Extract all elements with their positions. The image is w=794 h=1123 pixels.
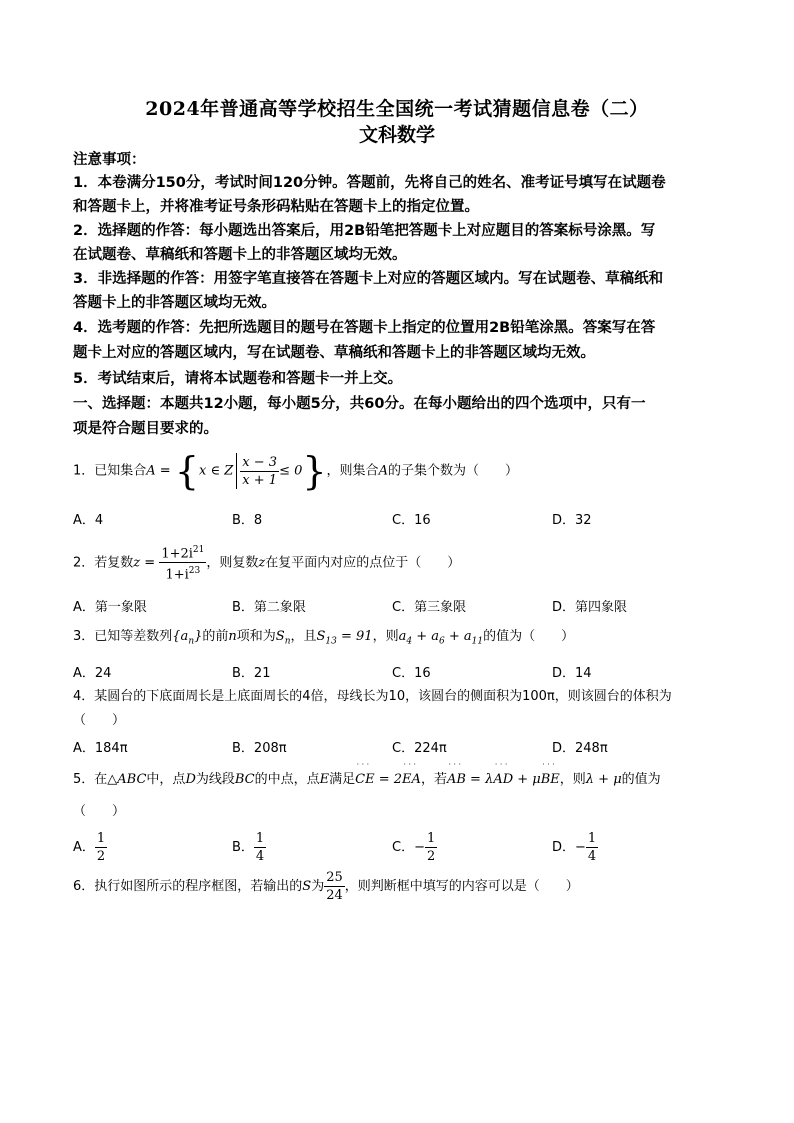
option-b[interactable]: B．21: [232, 666, 271, 681]
option-d[interactable]: D．− $\frac{1}{4}$: [552, 831, 597, 864]
option-c[interactable]: C．第三象限: [392, 600, 467, 615]
notice-item: 在试题卷、草稿纸和答题卡上的非答题区域均无效。: [73, 247, 407, 263]
option-a[interactable]: A．第一象限: [73, 600, 147, 615]
option-c[interactable]: C．16: [392, 513, 431, 528]
exam-title: 2024年普通高等学校招生全国统一考试猜题信息卷（二）: [145, 98, 649, 120]
option-d[interactable]: D．248π: [552, 741, 608, 756]
option-c[interactable]: C．− $\frac{1}{2}$: [392, 831, 436, 864]
options-q4: [73, 737, 723, 757]
options-q5: [73, 830, 723, 870]
question-6: 6．执行如图所示的程序框图，若输出的S为 $\frac{25}{24}$ ，则判断框中填写的内容可以是（ ）: [73, 870, 579, 903]
exam-subject: 文科数学: [358, 124, 435, 146]
option-d[interactable]: D．32: [552, 513, 592, 528]
option-d[interactable]: D．第四象限: [552, 600, 628, 615]
option-c[interactable]: C．16: [392, 666, 431, 681]
option-b[interactable]: B． $\frac{1}{4}$: [232, 831, 265, 864]
question-4: 4．某圆台的下底面周长是上底面周长的4倍，母线长为10，该圆台的侧面积为100π，则该圆台的体积为: [73, 689, 672, 704]
notice-item: 5．考试结束后，请将本试题卷和答题卡一并上交。: [73, 371, 403, 387]
notice-item: 1．本卷满分150分，考试时间120分钟。答题前，先将自己的姓名、准考证号填写在试题卷: [73, 175, 666, 191]
options-q2: [73, 596, 723, 616]
option-a[interactable]: A．24: [73, 666, 112, 681]
notice-item: 题卡上对应的答题区域内，写在试题卷、草稿纸和答题卡上的非答题区域均无效。: [73, 345, 595, 361]
fraction: $\frac{1+2i^{21}}{1+i^{23}}$: [159, 542, 206, 584]
question-1: 1．已知集合A = {x ∈ Z $\frac{x - 3}{x + 1}$ ≤ 0}，则集合A的子集个数为（ ）: [73, 449, 518, 493]
notice-item: 答题卡上的非答题区域均无效。: [73, 295, 276, 311]
fraction: $\frac{25}{24}$: [326, 870, 343, 903]
question-5-blank: （ ）: [73, 804, 126, 819]
fraction: $\frac{x - 3}{x + 1}$: [242, 454, 278, 488]
option-b[interactable]: B．第二象限: [232, 600, 306, 615]
notice-item: 4．选考题的作答：先把所选题目的题号在答题卡上指定的位置用2B铅笔涂黑。答案写在答: [73, 320, 656, 336]
section-heading: 一、选择题：本题共12小题，每小题5分，共60分。在每小题给出的四个选项中，只有一: [73, 396, 646, 412]
question-3: 3．已知等差数列$\{a_n\}$的前n项和为$S_n$，且$S_{13} = 91$，则$a_4 + a_6 + a_{11}$的值为（ ）: [73, 629, 575, 647]
option-c[interactable]: C．224π: [392, 741, 447, 756]
notice-item: 和答题卡上，并将准考证号条形码粘贴在答题卡上的指定位置。: [73, 199, 479, 215]
option-a[interactable]: A． $\frac{1}{2}$: [73, 831, 106, 864]
notice-item: 2．选择题的作答：每小题选出答案后，用2B铅笔把答题卡上对应题目的答案标号涂黑。写: [73, 223, 656, 239]
option-a[interactable]: A．4: [73, 513, 104, 528]
option-b[interactable]: B．8: [232, 513, 263, 528]
option-d[interactable]: D．14: [552, 666, 592, 681]
question-4-blank: （ ）: [73, 713, 126, 728]
question-5: 5．在△ABC中，点D为线段BC的中点，点E满足˙˙˙ CE = 2˙˙˙ EA，若˙˙˙ AB = λ˙˙˙ AD + μ˙˙˙ BE，则λ + μ的值为: [73, 770, 723, 790]
options-q3: [73, 662, 723, 682]
notice-heading: 注意事项：: [73, 152, 146, 168]
option-b[interactable]: B．208π: [232, 741, 287, 756]
section-heading: 项是符合题目要求的。: [73, 421, 218, 437]
options-q1: [73, 509, 723, 529]
question-2: 2．若复数z = $\frac{1+2i^{21}}{1+i^{23}}$ ，则复数z在复平面内对应的点位于（ ）: [73, 542, 723, 584]
option-a[interactable]: A．184π: [73, 741, 128, 756]
notice-item: 3．非选择题的作答：用签字笔直接答在答题卡上对应的答题区域内。写在试题卷、草稿纸和: [73, 271, 664, 287]
